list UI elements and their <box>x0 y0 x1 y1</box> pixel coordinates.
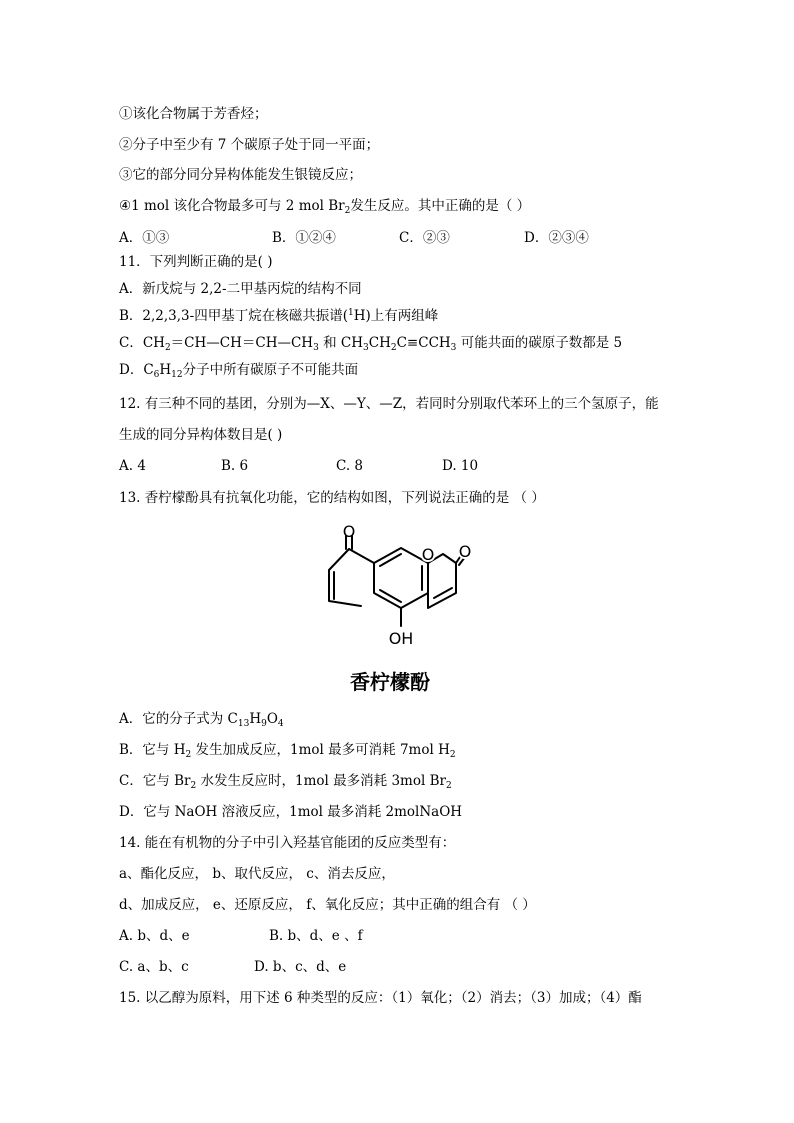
q10-statement-4: ④1 mol 该化合物最多可与 2 mol $Br_2$发生反应。其中正确的是（ ） <box>119 198 531 216</box>
q14-option-a: A. b、d、e <box>119 928 190 944</box>
q14-option-c: C. a、b、c <box>119 959 189 975</box>
q13-option-d: D．它与 NaOH 溶液反应，1mol 最多消耗 2molNaOH <box>119 804 463 820</box>
q11-stem: 11．下列判断正确的是( ) <box>119 254 273 270</box>
q12-option-a: A. 4 <box>119 458 146 474</box>
benzene-inner-1 <box>380 554 401 566</box>
q14-row-1: a、酯化反应， b、取代反应， c、消去反应， <box>119 866 395 882</box>
q14-row-2: d、加成反应， e、还原反应， f、氧化反应；其中正确的组合有 （ ） <box>119 897 536 913</box>
q14-option-d: D. b、c、d、e <box>254 959 347 975</box>
q14-stem: 14. 能在有机物的分子中引入羟基官能团的反应类型有： <box>119 835 456 851</box>
q11-option-b: B．2,2,3,3-四甲基丁烷在核磁共振谱($^1$H)上有两组峰 <box>119 308 439 324</box>
q10-statement-3: ③它的部分同分异构体能发生银镜反应； <box>119 167 362 183</box>
benzene-ring <box>374 548 428 608</box>
q10-option-a: A．①③ <box>119 230 170 246</box>
q14-option-b: B. b、d、e 、f <box>269 928 363 944</box>
benzene-inner-3 <box>380 590 401 602</box>
q10-option-c: C．②③ <box>399 230 450 246</box>
q13-option-b: B．它与 $H_2$ 发生加成反应，1mol 最多可消耗 7mol $H_2$ <box>119 742 456 760</box>
q13-option-a: A．它的分子式为 $C_{13}H_9O_4$ <box>119 711 284 729</box>
q13-stem: 13. 香柠檬酚具有抗氧化功能，它的结构如图，下列说法正确的是 （ ） <box>119 490 545 506</box>
q13-option-c: C．它与 $Br_2$ 水发生反应时，1mol 最多消耗 3mol $Br_2$ <box>119 773 452 791</box>
lactone-oxygen-label: O <box>458 542 472 561</box>
q12-stem-line-1: 12. 有三种不同的基团，分别为—X、—Y、—Z，若同时分别取代苯环上的三个氢原子，能 <box>119 396 659 412</box>
q12-option-b: B. 6 <box>221 458 249 474</box>
five-ring-double-bond-top <box>349 549 374 563</box>
q10-option-b: B．①②④ <box>272 230 336 246</box>
q11-option-c: C．$CH_2=CH—CH=CH—CH_3$ 和 $CH_3CH_2C\equiv CCH_3$ 可能共面的碳原子数都是 5 <box>119 335 623 353</box>
q12-option-d: D. 10 <box>442 458 479 474</box>
hydroxyl-label: OH <box>388 629 414 648</box>
q10-statement-2: ②分子中至少有 7 个碳原子处于同一平面； <box>119 137 380 153</box>
q12-stem-line-2: 生成的同分异构体数目是( ) <box>119 427 283 443</box>
ring-oxygen-label: O <box>421 545 435 564</box>
q15-stem: 15. 以乙醇为原料，用下述 6 种类型的反应：（1）氧化；（2）消去；（3）加成；（4）酯 <box>119 990 642 1006</box>
q10-option-d: D．②③④ <box>524 230 589 246</box>
ketone-oxygen-label: O <box>342 522 356 541</box>
q10-statement-1: ①该化合物属于芳香烃； <box>119 106 268 122</box>
q11-option-d: D．$C_6H_{12}$分子中所有碳原子不可能共面 <box>119 362 359 380</box>
q12-option-c: C. 8 <box>336 458 364 474</box>
figure-caption: 香柠檬酚 <box>350 670 430 694</box>
q11-option-a: A．新戊烷与 2,2-二甲基丙烷的结构不同 <box>119 281 362 297</box>
